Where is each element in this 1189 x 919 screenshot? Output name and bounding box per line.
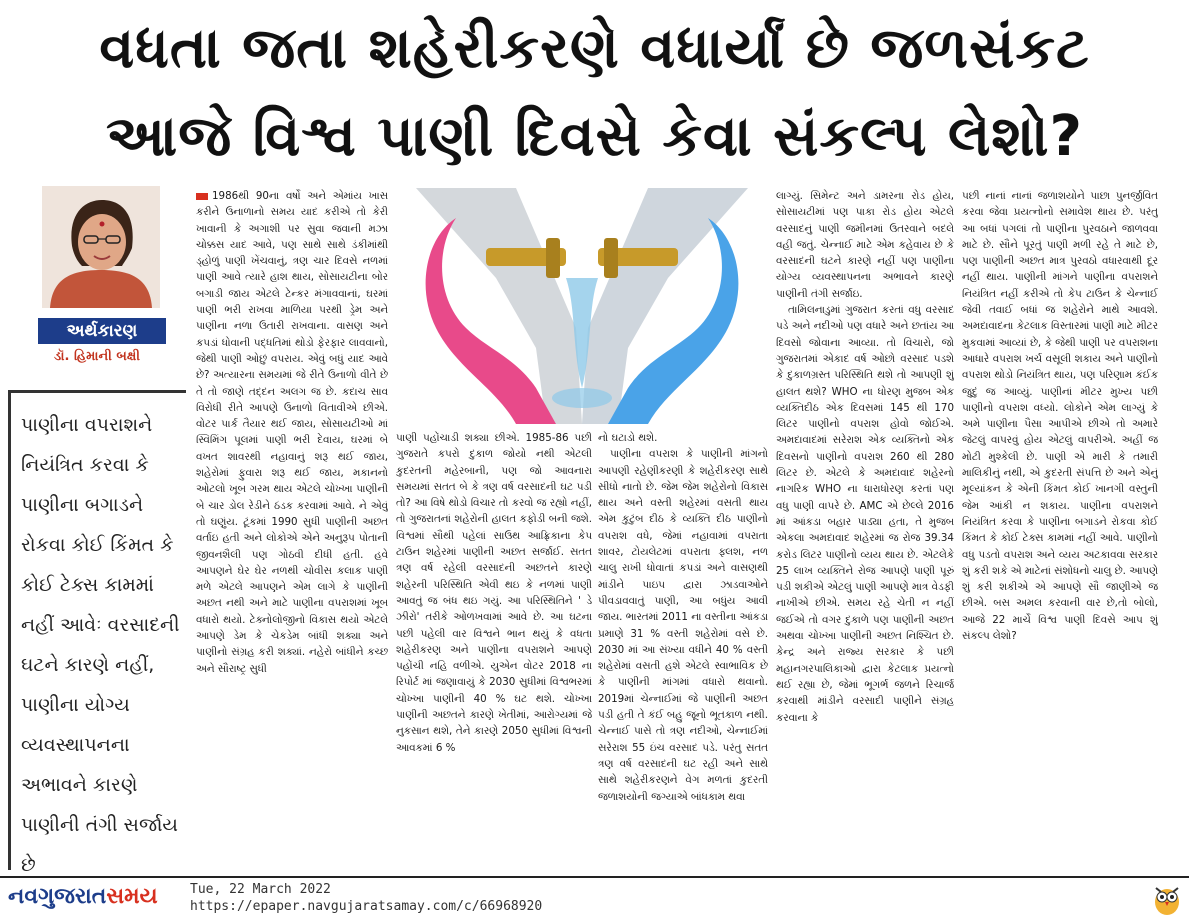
bullet-marker-icon <box>196 193 208 200</box>
pull-quote: પાણીના વપરાશને નિયંત્રિત કરવા કે પાણીના બગાડને રોકવા કોઈ કિંમત કે કોઈ ટેક્સ કામમાં નહીં આવેઃ વરસાદની ઘટને કારણે નહીં, પાણીના યોગ્ય વ્યવસ્થાપનના અભાવને કારણે પાણીની તંગી સર્જાય છે <box>8 390 186 870</box>
paragraph <box>196 188 388 677</box>
footer-bar <box>0 876 1189 919</box>
publication-logo[interactable] <box>8 884 158 909</box>
paragraph: તામિલનાડુમાં ગુજરાત કરતાં વધુ વરસાદ પડે અને નદીઓ પણ વધારે અને છતાંય આ દિવસો જોવાના આવ્યા. તો વિચારો, જો ગુજરાતમાં એકાદ વર્ષ ઓછો વરસાદ પડશે કે દુકાળગ્રસ્ત પરિસ્થિતિ થશે તો આપણી શું હાલત થશે? WHO ના ધોરણ મુજબ એક વ્યક્તિદીઠ એક દિવસમાં 145 થી 170 લિટર પાણીનો વપરાશ હોવો જોઈએ. અમદાવાદમાં સરેરાશ એક વ્યક્તિનો એક દિવસનો પાણીનો વપરાશ 260 થી 280 લિટર છે. એટલે કે અમદાવાદ શહેરનો નાગરિક WHO ના ધારાધોરણ કરતાં પણ વધુ પાણી વાપરે છે. AMC એ છેલ્લે 2016 માં આંકડા બહાર પાડ્યા હતા, તે મુજબ એકલા અમદાવાદ શહેરમાં જ રોજ 39.34 કરોડ લિટર પાણીનો વ્યય થાય છે. એટલેકે 25 લાખ વ્યક્તિને રોજ આપણે પાણી પૂરું પડી શકીએ એટલું પાણી આપણે માત્ર વેડફી નાખીએ છીએ. સમય રહે ચેતી ન નહીં જઈએ તો વગર દુકાળે પણ પાણીની અછત અથવા ચોખ્ખા પાણીની અછત નિશ્ચિત છે. કેન્દ્ર અને રાજ્ય સરકાર કે પછી મહાનગરપાલિકાઓ દ્વારા કેટલાક પ્રયત્નો થઈ રહ્યા છે, જેમાં ભૂગર્ભ જળને રિચાર્જ કરવાથી માંડીને વરસાદી પાણીને સંગ્રહ કરવાના કે <box>776 304 954 724</box>
paragraph: નો ઘટાડો થશે. <box>598 432 658 444</box>
logo-accent-text: સમય <box>106 884 158 909</box>
article-column-3 <box>598 430 768 880</box>
author-name: ડૉ. હિમાની બક્ષી <box>53 349 141 364</box>
paragraph: પાણી પહોંચાડી શક્યા છીએ. 1985-86 પછી ગુજરાતે કપરો દુકાળ જોયો નથી એટલી કુદરતની મહેરબાની, પણ જો આવનારા સમયમાં સતત બે કે ત્રણ વર્ષ વરસાદની ઘટ પડી તો? આ વિષે થોડો વિચાર તો કરવો જ રહ્યો નહીં, તો ગુજરાતનાં શહેરોની હાલત કફોડી બની જશે. વિશ્વમાં સૌથી પહેલાં સાઉથ આફ્રિકાના કેપ ટાઉન શહેરમાં પાણીની અછત સર્જાઈ. સતત ત્રણ વર્ષ રહેલી વરસાદની અછતને કારણે શહેરની પરિસ્થિતિ એવી થઇ કે નળમાં પાણી આવતું જ બંધ થઇ ગયું. આ પરિસ્થિતિને ' ડે ઝીરો' તરીકે ઓળખવામાં આવે છે. આ ઘટના પછી પહેલી વાર વિશ્વને ભાન થયું કે વધતા શહેરીકરણ અને પાણીના વપરાશને આપણે પહોંચી નહિ વળીએ. યુએન વોટર 2018 ના રિપોર્ટ માં જણાવાયું કે 2030 સુધીમાં વિશ્વભરમાં ચોખ્ખા પાણીની 40 % ઘટ થશે. ચોખ્ખા પાણીની અછતને કારણે ખેતીમાં, આરોગ્યમાં જે નુકસાન થશે, તેને કારણે 2050 સુધીમાં વિશ્વની આવકમાં 6 % <box>396 432 592 754</box>
epaper-url[interactable]: https://epaper.navgujaratsamay.com/c/66968920 <box>190 899 543 914</box>
author-portrait-icon <box>42 186 160 308</box>
headline-line-1: વધતા જતા શહેરીકરણે વધાર્યાં છે જળસંકટ <box>99 16 1090 81</box>
paragraph-text: 1986થી 90ના વર્ષો અને એમાંય ખાસ કરીને ઉનાળાનો સમય યાદ કરીએ તો કેરી ખાવાની કે અગાશી પર સુવા જવાની મઝા ચોક્કસ યાદ આવે, પણ સાથે સાથે ડંકીમાંથી ડ્હોળું પાણી ખેંચવાનું, ત્રણ ચાર દિવસે નળમાં પાણી આવે ત્યારે હાશ થાય, સોસાયટીના બોર બગાડી જાય એટલે ટેન્કર મંગાવવાનાં, ઘરમાં પાણી ભરી રાખવા માળિયા પરથી ડ્રેમ અને પાણીના નળા ઉતારી રાખવાના. વાસણ અને કપડાં ધોવાની પદ્ધતિમાં થોડો ફેરફાર લાવવાનો, જેથી પાણી ઓછું વપરાય. એવું બધું યાદ આવે છે? અત્યારના સમયમાં જે રીતે ઉનાળો વીતે છે તે તો જાણે તદ્દન અલગ જ છે. કદાચ સાવ વિરોધી રીતે આપણે ઉનાળો વિતાવીએ છીએ. વોટર પાર્ક તૈયાર થઈ જાય, સોસાયટીઓ માં સ્વિમિંગ પૂલમાં પાણી ભરી દેવાય, ઘરમાં બે વખત શાવરથી નહાવાનું શરૂ થઈ જાય, શહેરોમાં ફુવારા શરૂ થઈ જાય, મકાનનો ઓટલો ખૂબ ગરમ થાય એટલે ચોખ્ખા પાણીની બે ચાર ડોલ રેડીને ઠંડક કરવામાં આવે. ને એવું તો ઘણુંય. ટૂંકમાં 1990 સુધી પાણીની અછત વર્તાઇ હતી અને લોકોએ એને અનુરૂપ પોતાની જીવનશૈલી પણ ગોઠવી દીધી હતી. હવે આપણને ઘેર ઘેર નળથી ચોવીસ કલાક પાણી મળે એટલે આપણને એમ લાગે કે પાણીની અછત નથી અને માટે પાણીના વપરાશમાં ખૂબ વધારો થયો. ટેક્નોલોજીનો વિકાસ થયો એટલે આપણે ડેમ કે ચેકડેમ બાંધી શક્યા અને પાણીનો સંગ્રહ કરી શક્યાં. નહેરો બાંધીને કચ્છ અને સૌરાષ્ટ્ર સુધી <box>196 190 388 675</box>
headline-line-2: આજે વિશ્વ પાણી દિવસે કેવા સંકલ્પ લેશો? <box>106 104 1083 169</box>
author-block <box>8 186 186 376</box>
illustration-hands-water-tap <box>396 188 768 424</box>
water-tap-hands-icon <box>396 188 768 424</box>
category-label: અર્થકારણ <box>38 318 166 344</box>
logo-main-text: નવગુજરાત <box>8 884 107 909</box>
author-photo <box>42 186 160 308</box>
article-column-1 <box>196 188 388 878</box>
edition-date: Tue, 22 March 2022 <box>190 882 331 897</box>
paragraph: પાણીના વપરાશ કે પાણીની માંગનો આપણી રહેણીકરણી કે શહેરીકરણ સાથે સીધો નાતો છે. જેમ જેમ શહેરોનો વિકાસ થાય અને વસ્તી શહેરમાં વસતી થાય એમ કુટુંબ દીઠ કે વ્યક્તિ દીઠ પાણીનો વપરાશ વધે, જેમાં નહાવામાં વપરાતા શાવર, ટોયલેટમાં વપરાતા ફ્લશ, નળ ચાલુ રાખી ધોવાતાં કપડાં અને વાસણથી માંડીને પાઇપ દ્વારા ઝાડવાઓને પીવડાવવાતું પાણી, આ બધુંય આવી જાય. ભારતમાં 2011 ના વસ્તીના આંકડા પ્રમાણે 31 % વસ્તી શહેરોમાં વસે છે. 2030 માં આ સંખ્યા વધીને 40 % વસ્તી શહેરોમાં વસતી હશે એટલે સ્વાભાવિક છે કે પાણીની માંગમાં વધારો થવાનો. 2019માં ચેન્નાઈમાં જે પાણીની અછત પડી હતી તે કંઈ બહુ જૂનો ભૂતકાળ નથી. ચેન્નાઈ પાસે તો ત્રણ નદીઓ, ચેન્નાઈમાં સરેરાશ 55 ઇંચ વરસાદ પડે. પરંતુ સતત ત્રણ વર્ષ વરસાદની ઘટ રહી અને સાથે સાથે શહેરીકરણને વેગ મળતાં કુદરતી જળાશયોની જગ્યાએ બાંધકામ થવા <box>598 448 768 803</box>
article-column-5 <box>962 188 1158 878</box>
article-column-2 <box>396 430 592 880</box>
article-column-4 <box>776 188 954 878</box>
paragraph: પછી નાનાં નાનાં જળાશયોને પાછા પુનર્જીવિત કરવા જેવા પ્રયત્નોનો સમાવેશ થાય છે. પરંતુ આ બધાં પગલાં તો પાણીના પુરવઠાને જાળવવા માટે છે. સૌને પૂરતું પાણી મળી રહે તે માટે છે, પણ પાણીની અછત માત્ર પુરવઠો વધારવાથી દૂર નહીં થાય. પાણીની માંગને પાણીના વપરાશને નિયંત્રિત નહીં કરીએ તો કેપ ટાઉન કે ચેન્નાઈ જેવી તવાઈ બધાં જ શહેરોને માથે આવશે. અમદાવાદના કેટલાક વિસ્તારમાં પાણી માટે મીટર મુકવામાં આવ્યાં છે, કે જેથી પાણી પર વપરાશના આધારે વપરાશ ખર્ચ વસૂલી શકાય અને પાણીનો વપરાશ થોડો નિયંત્રિત થાય, પણ પરિણામ કંઈક જુદું જ આવ્યું. પાણીનાં મીટર મુખ્ય પછી પાણીનો વપરાશ વધ્યો. લોકોને એમ લાગ્યું કે અમે પાણીના પૈસા આપીએ છીએ તો અમારે જેટલું વાપરવું હોય એટલું વાપરીએ. અહીં જ મોટી મુશ્કેલી છે. પાણી એ મારી કે તમારી માલિકીનું નથી, એ કુદરતી સંપત્તિ છે અને એનું મૂલ્યાંકન કે એની કિંમત કોઈ ખાનગી વસ્તુની જેમ આંકી ન શકાય. પાણીના વપરાશને નિયંત્રિત કરવા કે પાણીના બગાડને રોકવા કોઈ કિંમત કે કોઈ ટેક્સ કામમાં નહીં આવે. પાણીનો વધુ પડતો વપરાશ અને વ્યય અટકાવવા સરકાર શું કરી શકે એ માટેનાં સંશોધનો ચાલુ છે. આપણે શું કરી શકીએ એ આપણે સૌ જાણીએ જ છીએ. બસ અમલ કરવાની વાર છે,તો બોલો, આજે 22 માર્ચે વિશ્વ પાણી દિવસે આપ શું સંકલ્પ લેશો? <box>962 190 1158 643</box>
owl-mascot-icon <box>1153 882 1181 916</box>
paragraph: લાગ્યું. સિમેન્ટ અને ડામરના રોડ હોય, સોસાયટીમાં પણ પાકા રોડ હોય એટલે વરસાદનું પાણી જમીનમાં ઉતરવાને બદલે વહી જતું. ચેન્નાઈ માટે એમ કહેવાય છે કે વરસાદની ઘટને કારણે નહીં પણ પાણીના યોગ્ય વ્યવસ્થાપનના અભાવને કારણે પાણીની તંગી સર્જાઇ. <box>776 190 954 300</box>
